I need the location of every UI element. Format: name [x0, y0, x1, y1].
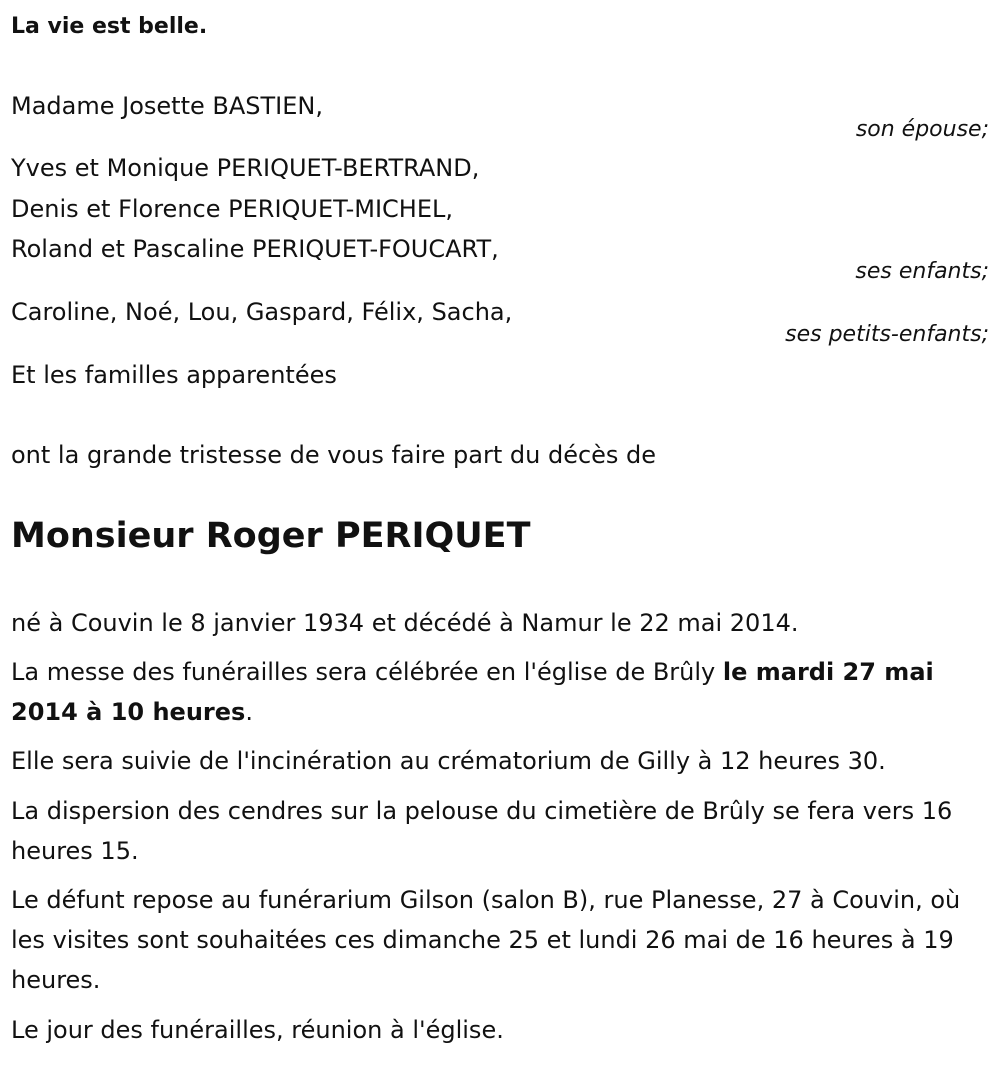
visits-paragraph: Le défunt repose au funérarium Gilson (salon B), rue Planesse, 27 à Couvin, où les visites sont souhaitées ces dimanche 25 et lundi 26 mai de 16 heures à 19 heures. [11, 886, 961, 994]
motto: La vie est belle. [11, 14, 208, 39]
announcement: ont la grande tristesse de vous faire part du décès de [11, 441, 657, 469]
cremation-paragraph: Elle sera suivie de l'incinération au crématorium de Gilly à 12 heures 30. [11, 747, 886, 775]
mass-suffix: . [245, 698, 253, 726]
grandchildren-names: Caroline, Noé, Lou, Gaspard, Félix, Sacha, [11, 298, 513, 326]
child-1: Yves et Monique PERIQUET-BERTRAND, [11, 154, 480, 182]
child-3: Roland et Pascaline PERIQUET-FOUCART, [11, 235, 499, 263]
mass-date: le mardi 27 mai 2014 à 10 heures [11, 658, 934, 726]
mass-text: La messe des funérailles sera célébrée en l'église de Brûly [11, 658, 723, 686]
relatives: Et les familles apparentées [11, 361, 337, 389]
birth-death-paragraph: né à Couvin le 8 janvier 1934 et décédé à Namur le 22 mai 2014. [11, 609, 799, 637]
mass-paragraph [11, 652, 986, 732]
child-2: Denis et Florence PERIQUET-MICHEL, [11, 195, 454, 223]
spouse-role: son épouse; [855, 117, 989, 142]
grandchildren-role: ses petits-enfants; [785, 322, 989, 347]
children-role: ses enfants; [855, 259, 989, 284]
meeting-paragraph: Le jour des funérailles, réunion à l'église. [11, 1016, 504, 1044]
spouse-name: Madame Josette BASTIEN, [11, 92, 323, 120]
deceased-name: Monsieur Roger PERIQUET [11, 516, 531, 556]
ashes-paragraph: La dispersion des cendres sur la pelouse du cimetière de Brûly se fera vers 16 heures 15. [11, 797, 953, 865]
